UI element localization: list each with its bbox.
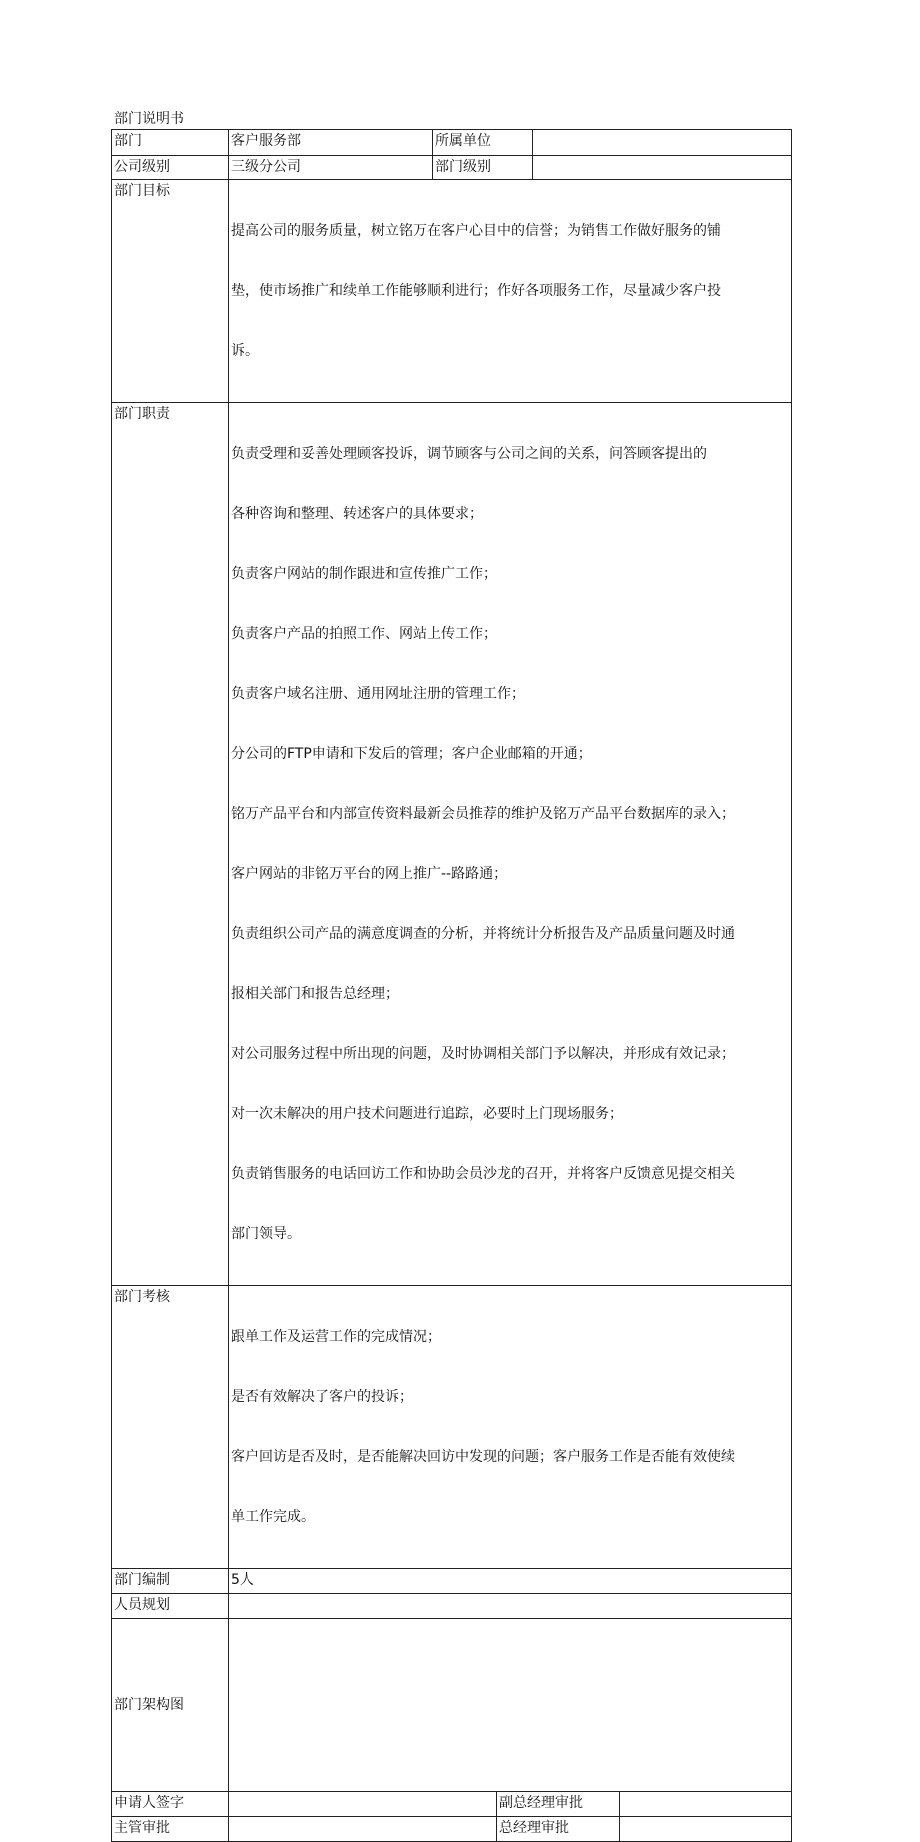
duty-line: 分公司的FTP申请和下发后的管理；客户企业邮箱的开通； [231, 746, 592, 762]
duty-line: 负责客户域名注册、通用网址注册的管理工作； [231, 686, 525, 702]
supervisor-approval-field [229, 1817, 497, 1842]
assessment-text [229, 1286, 792, 1569]
unit-label: 所属单位 [433, 130, 533, 156]
duty-line: 负责客户网站的制作跟进和宣传推广工作； [231, 566, 497, 582]
row-staffing [112, 1594, 792, 1619]
gm-approval-label: 总经理审批 [497, 1817, 620, 1842]
duty-line: 负责受理和妥善处理顾客投诉，调节顾客与公司之间的关系，问答顾客提出的 [231, 446, 707, 462]
goal-line: 提高公司的服务质量，树立铭万在客户心目中的信誉；为销售工作做好服务的铺 [231, 223, 721, 239]
row-assessment [112, 1286, 792, 1569]
vp-approval-field [620, 1792, 792, 1817]
duty-line: 部门领导。 [231, 1226, 301, 1242]
department-spec-table [111, 129, 792, 1842]
unit-value [533, 130, 792, 156]
assessment-label: 部门考核 [112, 1286, 229, 1569]
goal-line: 诉。 [231, 343, 259, 359]
goal-line: 垫，使市场推广和续单工作能够顺利进行；作好各项服务工作，尽量减少客户投 [231, 283, 721, 299]
duty-line: 各种咨询和整理、转述客户的具体要求； [231, 506, 483, 522]
assessment-line: 跟单工作及运营工作的完成情况； [231, 1329, 441, 1345]
duty-line: 对公司服务过程中所出现的问题，及时协调相关部门予以解决，并形成有效记录； [231, 1046, 735, 1062]
duty-line: 负责客户产品的拍照工作、网站上传工作； [231, 626, 497, 642]
row-duties [112, 403, 792, 1286]
applicant-label: 申请人签字 [112, 1792, 229, 1817]
dept-level-label: 部门级别 [433, 156, 533, 180]
goal-text [229, 180, 792, 403]
org-chart-area [229, 1619, 792, 1792]
applicant-signature-field [229, 1792, 497, 1817]
duties-label: 部门职责 [112, 403, 229, 1286]
level-value: 三级分公司 [229, 156, 433, 180]
row-org-chart [112, 1619, 792, 1792]
dept-level-value [533, 156, 792, 180]
assessment-line: 客户回访是否及时，是否能解决回访中发现的问题；客户服务工作是否能有效使续 [231, 1449, 735, 1465]
assessment-line: 单工作完成。 [231, 1509, 315, 1525]
headcount-label: 部门编制 [112, 1569, 229, 1594]
assessment-line: 是否有效解决了客户的投诉； [231, 1389, 413, 1405]
dept-value: 客户服务部 [229, 130, 433, 156]
duty-line: 负责销售服务的电话回访工作和协助会员沙龙的召开，并将客户反馈意见提交相关 [231, 1166, 735, 1182]
vp-approval-label: 副总经理审批 [497, 1792, 620, 1817]
duty-line: 报相关部门和报告总经理； [231, 986, 399, 1002]
document-title: 部门说明书 [114, 111, 184, 127]
dept-label: 部门 [112, 130, 229, 156]
duties-text [229, 403, 792, 1286]
level-label: 公司级别 [112, 156, 229, 180]
supervisor-label: 主管审批 [112, 1817, 229, 1842]
headcount-value: 5人 [229, 1569, 792, 1594]
goal-label: 部门目标 [112, 180, 229, 403]
row-level [112, 156, 792, 180]
staffing-label: 人员规划 [112, 1594, 229, 1619]
row-signatures-2 [112, 1817, 792, 1842]
staffing-value [229, 1594, 792, 1619]
duty-line: 对一次未解决的用户技术问题进行追踪，必要时上门现场服务； [231, 1106, 623, 1122]
duty-line: 客户网站的非铭万平台的网上推广--路路通； [231, 866, 508, 882]
org-chart-label: 部门架构图 [112, 1619, 229, 1792]
gm-approval-field [620, 1817, 792, 1842]
duty-line: 铭万产品平台和内部宣传资料最新会员推荐的维护及铭万产品平台数据库的录入； [231, 806, 735, 822]
row-department [112, 130, 792, 156]
row-signatures-1 [112, 1792, 792, 1817]
row-goal [112, 180, 792, 403]
row-headcount [112, 1569, 792, 1594]
duty-line: 负责组织公司产品的满意度调查的分析，并将统计分析报告及产品质量问题及时通 [231, 926, 735, 942]
